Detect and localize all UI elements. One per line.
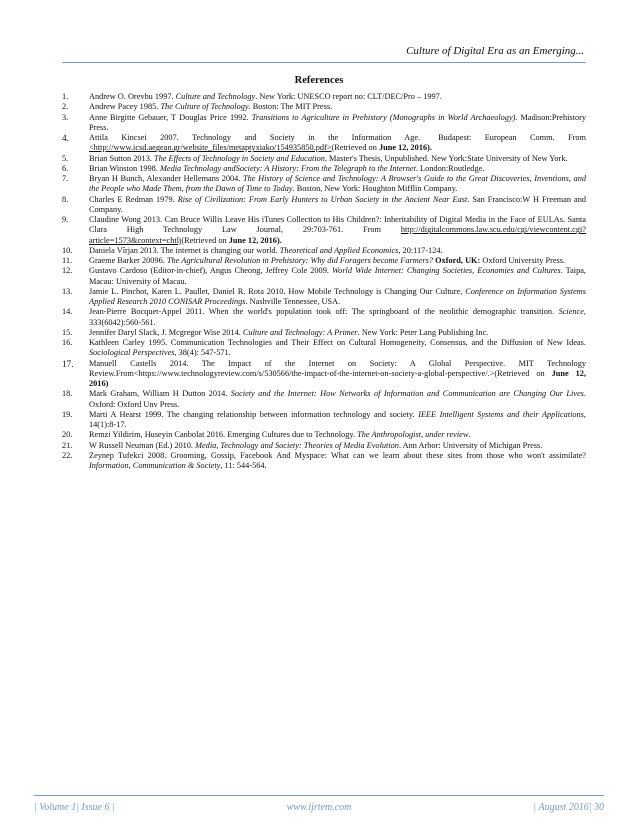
reference-text: Zeynep Tufekci 2008. Grooming, Gossip, Facebook And Myspace: What can we learn about these sites from those who won't assimilate? — [89, 450, 586, 460]
reference-text: . Nashville Tennessee, USA. — [245, 297, 341, 306]
reference-item-3 — [62, 113, 586, 134]
reference-item-2 — [62, 102, 586, 112]
reference-work-title: Media, Technology and Society: Theories of Media Evolution — [195, 440, 399, 450]
reference-work-title: The Culture of Technology — [160, 102, 249, 112]
reference-text: Charles E Redman 1979. — [89, 194, 178, 204]
reference-work-title: Media Technology andSociety: A History: From the Telegraph to the Internet — [159, 163, 416, 173]
reference-number: 22. — [62, 450, 73, 460]
reference-text: , 20:117-124. — [398, 245, 443, 255]
reference-work-title: Conference on Information Systems Applied Research 2010 CONISAR Proceedings — [89, 286, 586, 306]
reference-text: . Taipa, Macau: University of Macau. — [89, 266, 586, 286]
reference-work-title: Theoretical and Applied Economics — [279, 245, 399, 255]
reference-number: 4. — [62, 133, 69, 143]
reference-number: 5. — [62, 153, 69, 163]
reference-text: , 14(1):8-17. — [89, 409, 586, 429]
reference-item-14 — [62, 307, 586, 328]
reference-text: Madison:Prehistory Press. — [89, 112, 586, 132]
reference-text: Attila Kincsei 2007. Technology and Society in the Information Age. — [89, 133, 421, 142]
reference-item-19 — [62, 410, 586, 431]
reference-text: . — [468, 430, 471, 440]
reference-text: Mark Graham, William H Dutton 2014. — [89, 389, 231, 399]
reference-text: Graeme Barker 20096. — [89, 256, 167, 265]
reference-work-title: Society and the Internet: How Networks of Information and Communication are Changing Our Lives — [230, 389, 584, 399]
reference-item-7 — [62, 174, 586, 195]
reference-item-20 — [62, 430, 586, 440]
reference-item-10 — [62, 246, 586, 256]
reference-text: . New York: Peter Lang Publishing Inc. — [357, 327, 489, 337]
reference-text: . Master's Thesis, Unpublished. New York:State University of New York. — [324, 153, 568, 163]
reference-number: 12. — [62, 266, 73, 276]
running-head: Culture of Digital Era as an Emerging... — [406, 45, 584, 57]
reference-text: W Russell Neuman (Ed.) 2010. — [89, 440, 196, 450]
reference-number: 11. — [62, 256, 73, 265]
reference-item-6 — [62, 164, 586, 174]
reference-link[interactable]: <http://www.icsd.aegean.gr/website_files/metaptyxiako/154935850.pdf> — [89, 143, 332, 153]
reference-item-13 — [62, 287, 586, 308]
reference-text: . Boston: The MIT Press. — [248, 102, 333, 112]
reference-work-title: Science — [558, 307, 584, 317]
reference-link[interactable]: http://digitalcommons.law.scu.edu/cgi/viewcontent.cgi?article=1573&context=chtlj — [89, 225, 586, 245]
reference-work-title: The Agricultural Revolution in Prehistory: Why did Foragers become Farmers? — [166, 256, 434, 265]
reference-text: Jennifer Daryl Slack, J. Mcgregor Wise 2014. — [89, 327, 243, 337]
reference-work-title: The Effects of Technology in Society and Education — [154, 153, 325, 163]
reference-text: . Ann Arbor: University of Michigan Press. — [398, 440, 543, 450]
reference-number: 13. — [62, 286, 73, 296]
reference-place: Oxford, UK: — [433, 256, 481, 265]
reference-number: 3. — [62, 112, 69, 122]
reference-work-title: The Anthropologist, under review — [357, 430, 469, 440]
reference-number: 18. — [62, 389, 73, 399]
footer-volume-issue: | Volume 1| Issue 6 | — [34, 802, 115, 813]
reference-number: 6. — [62, 163, 69, 173]
reference-text: Jamie L. Pinchot, Karen L. Paullet, Daniel R. Rota 2010. How Mobile Technology is Changing Our Culture, — [89, 286, 466, 296]
reference-text: Marti A Hearst 1999. The changing relationship between information technology and society. — [89, 409, 419, 419]
reference-item-4 — [62, 133, 586, 154]
reference-number: 15. — [62, 327, 73, 337]
reference-item-17 — [62, 359, 586, 390]
reference-number: 8. — [62, 194, 69, 204]
reference-text: . Boston, New York: Houghton Mifflin Company. — [292, 184, 458, 194]
reference-work-title: Transitions to Agriculture in Prehistory (Monographs in World Archaeology). — [251, 112, 518, 122]
reference-number: 21. — [62, 440, 73, 450]
reference-text: , 11: 544-564. — [220, 461, 267, 470]
retrieved-date: June 12, 2016) — [89, 368, 586, 388]
reference-number: 19. — [62, 409, 73, 419]
reference-text: Claudine Wong 2013. Can Bruce Willis Leave His iTunes Collection to His Children?: Inheritability of Digital Media in the Face of EULAs. Santa Clara High Technology Law Journal, 29:703-761. From — [89, 215, 586, 235]
reference-item-16 — [62, 338, 586, 359]
footer-date-page: | August 2016| 30 — [533, 802, 604, 813]
reference-text: Andrew Pacey 1985. — [89, 102, 161, 112]
reference-number: 16. — [62, 338, 73, 347]
reference-item-5 — [62, 154, 586, 164]
header-rule — [62, 62, 586, 63]
reference-text: Oxford University Press. — [480, 256, 566, 265]
reference-work-title: The History of Science and Technology: A Browser's Guide to the Great Discoveries, Inventions, and the People who Made Them, from the Dawn of Time to Today — [89, 174, 586, 194]
reference-item-12 — [62, 266, 586, 287]
reference-text: Kathleen Carley 1995. Communication Technologies and Their Effect on Cultural Homogeneity, Consensus, and the Diffusion of New Ideas. — [89, 338, 586, 347]
reference-text: Jean-Pierre Bocquet-Appel 2011. When the world's population took off: The springboard of the neolithic demographic transition. — [89, 307, 559, 317]
reference-text: (Retrieved on — [181, 235, 229, 245]
reference-text: (Retrieved on — [331, 143, 379, 153]
reference-text: Gustavo Cardoso (Editor-in-chief), Angus Cheong, Jeffrey Cole 2009. — [89, 266, 333, 276]
reference-text: . Oxford: Oxford Unv Press. — [89, 389, 586, 409]
reference-number: 2. — [62, 102, 69, 112]
reference-text: Brian Sutton 2013. — [89, 153, 154, 163]
footer-rule — [34, 795, 604, 796]
reference-item-21 — [62, 441, 586, 451]
reference-work-title: World Wide Internet: Changing Societies, Economies and Cultures — [332, 266, 561, 276]
reference-list — [62, 92, 586, 471]
reference-item-22 — [62, 451, 586, 472]
reference-text: , 333(6042):560-561. — [89, 307, 586, 327]
reference-text: . San Francisco:W H Freeman and Company. — [89, 194, 587, 214]
reference-text: . New York: UNESCO report no: CLT/DEC/Pro – 1997. — [255, 92, 442, 101]
reference-number: 10. — [62, 245, 73, 255]
reference-text: Bryan H Bunch, Alexander Hellemans 2004. — [89, 174, 244, 183]
reference-item-11 — [62, 256, 586, 266]
footer-website[interactable]: www.ijrtem.com — [286, 802, 352, 813]
reference-work-title: Culture and Technology — [175, 92, 256, 101]
retrieved-date: June 12, 2016). — [228, 235, 282, 245]
reference-item-9 — [62, 215, 586, 246]
reference-number: 9. — [62, 215, 69, 224]
reference-number: 1. — [62, 92, 69, 101]
reference-number: 20. — [62, 430, 73, 440]
reference-text: . London:Routledge. — [415, 163, 485, 173]
reference-item-18 — [62, 389, 586, 410]
retrieved-date: June 12, 2016). — [378, 143, 432, 153]
reference-text: Anne Birgitte Gebauer, T Douglas Price 1992. — [89, 112, 252, 122]
reference-text: Remzi Yildirim, Huseyin Canbolat 2016. Emerging Cultures due to Technology. — [89, 430, 358, 440]
reference-work-title: IEEE Intelligent Systems and their Applications — [418, 409, 584, 419]
reference-work-title: Information, Communication & Society — [89, 461, 221, 470]
reference-number: 7. — [62, 174, 69, 183]
reference-text: Andrew O. Orevbu 1997. — [89, 92, 176, 101]
reference-item-8 — [62, 195, 586, 216]
reference-work-title: Rise of Civilization: From Early Hunters to Urban Society in the Ancient Near East — [177, 194, 468, 204]
reference-text: Manuell Castells 2014. The Impact of the Internet on Society: A Global Perspective. MIT Technology Review.From<https://www.technologyreview.com/s/530566/the-impact-of-the-internet-on-society-a-global-perspective/.>(Retrieved on — [89, 358, 586, 378]
reference-text: , 38(4): 547-571. — [174, 348, 231, 358]
reference-work-title: Culture and Technology: A Primer — [242, 327, 358, 337]
reference-number: 14. — [62, 307, 73, 317]
reference-item-15 — [62, 328, 586, 338]
references-heading: References — [294, 75, 344, 86]
reference-text: Brian Winston 1998. — [89, 163, 160, 173]
reference-work-title: Sociological Perspectives — [89, 348, 175, 358]
reference-text: Daniela Vîrjan 2013. The internet is changing our world. — [89, 245, 280, 255]
reference-text: Budapest: European Comm. From — [438, 133, 587, 142]
reference-item-1 — [62, 92, 586, 102]
reference-number: 17. — [62, 358, 74, 369]
